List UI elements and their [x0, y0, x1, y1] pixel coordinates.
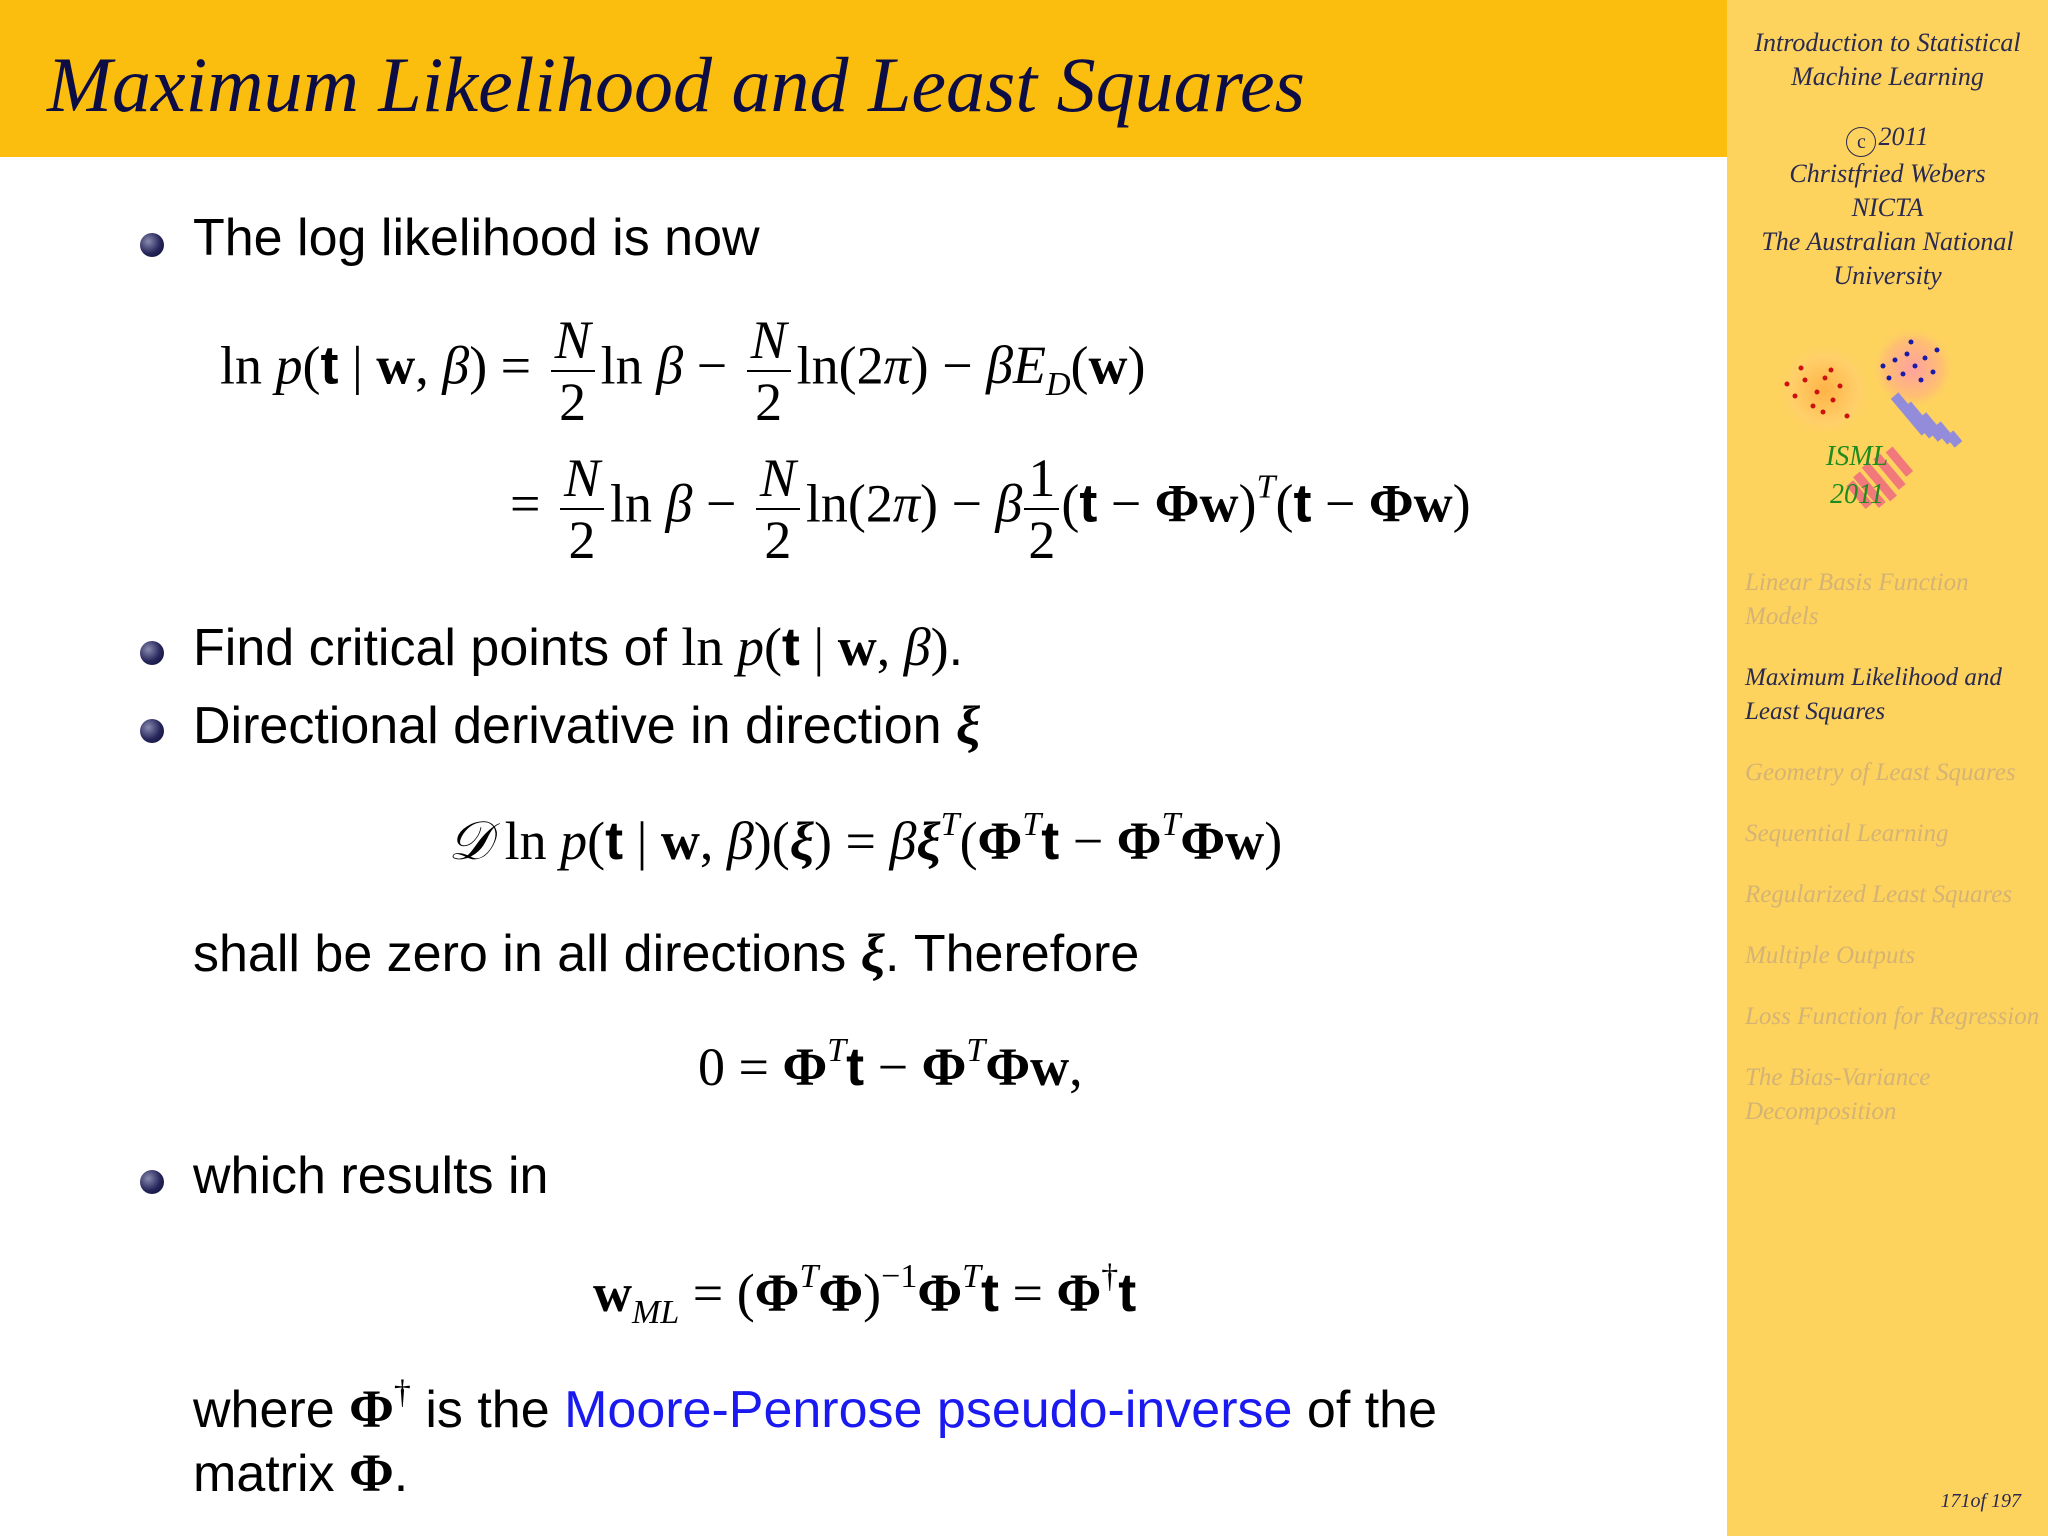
isml-label — [1797, 438, 1917, 514]
section-nav — [1745, 566, 2040, 1156]
nav-item-bias-variance[interactable]: The Bias-Variance Decomposition — [1745, 1064, 1931, 1125]
nav-item-geometry[interactable]: Geometry of Least Squares — [1745, 759, 2016, 786]
text-matrix-phi — [193, 1442, 408, 1504]
copyright-year: 2011 — [1878, 122, 1929, 151]
nav-item-sequential[interactable]: Sequential Learning — [1745, 820, 1949, 847]
bullet-icon — [140, 641, 164, 665]
bullet-icon — [140, 719, 164, 743]
text-matrix-period: . — [393, 1445, 409, 1503]
isml-label-year: 2011 — [1830, 479, 1884, 510]
text-where: where — [193, 1381, 335, 1439]
inline-math-phi-dagger: Φ† — [349, 1374, 411, 1439]
nav-item-linear-basis[interactable]: Linear Basis Function Models — [1745, 569, 1969, 630]
text-zero-all-directions — [193, 922, 1139, 984]
bullet-critical-points-period: . — [948, 619, 964, 677]
moore-penrose-link[interactable]: Moore-Penrose pseudo-inverse — [564, 1381, 1293, 1439]
nav-item-max-likelihood[interactable]: Maximum Likelihood and Least Squares — [1745, 664, 2002, 725]
nav-item-loss-function[interactable]: Loss Function for Regression — [1745, 1003, 2040, 1030]
nav-item-regularized[interactable]: Regularized Least Squares — [1745, 881, 2013, 908]
inline-math-xi-2: ξ — [860, 923, 885, 983]
bullet-log-likelihood: The log likelihood is now — [193, 209, 760, 267]
page-number: 171of 197 — [1940, 1490, 2021, 1512]
copyright-line — [1727, 120, 2048, 157]
bullet-critical-points — [193, 616, 963, 678]
author-block — [1727, 120, 2048, 293]
text-therefore: . Therefore — [884, 925, 1140, 983]
org-anu: The Australian National University — [1761, 227, 2014, 290]
author-name: Christfried Webers — [1789, 159, 1986, 188]
course-title: Introduction to Statistical Machine Learning — [1754, 28, 2021, 91]
equation-zero: $0 = \Phi^Tt - \Phi^T\Phi w$, — [698, 1032, 1083, 1097]
sidebar — [1727, 0, 2048, 1536]
inline-math-phi: Φ — [349, 1443, 394, 1503]
bullet-directional-derivative — [193, 694, 980, 756]
inline-math-xi: ξ — [956, 695, 981, 755]
inline-math-log-likelihood: ln p(t | w, β) — [681, 617, 949, 677]
bullet-icon — [140, 1170, 164, 1194]
text-zero-all-directions-text: shall be zero in all directions — [193, 925, 847, 983]
text-of-the: of the — [1306, 1381, 1438, 1439]
title-bar — [0, 0, 1727, 157]
bullet-results-in: which results in — [193, 1147, 549, 1205]
equation-w-ml: $w_{ML} = (\Phi^T\Phi)^{-1}\Phi^Tt = \Phi^\dagger t$ — [593, 1258, 1137, 1331]
text-matrix: matrix — [193, 1445, 335, 1503]
bullet-critical-points-text: Find critical points of — [193, 619, 667, 677]
equation-log-likelihood-1: ln p(t | w, β) = $\frac{N}{2}$ ln β − $\frac{N}{2}$ $\ln(2\pi) - \beta E_D(w)$ — [220, 310, 1146, 432]
equation-directional-derivative: 𝒟 ln p(t | w, $\beta)(\xi) = \beta\xi^T(\Phi^Tt - \Phi^T\Phi w)$ — [448, 806, 1283, 871]
text-where-pseudo-inverse — [193, 1374, 1437, 1440]
bullet-icon — [140, 233, 164, 257]
bullet-directional-derivative-text: Directional derivative in direction — [193, 697, 942, 755]
text-is-the: is the — [425, 1381, 550, 1439]
isml-label-text: ISML — [1825, 441, 1889, 472]
slide-title: Maximum Likelihood and Least Squares — [47, 41, 1306, 128]
equation-log-likelihood-2: = $\frac{N}{2}$ ln β − $\frac{N}{2}$ ln(2π) − β $\frac{1}{2}$ $(t - \Phi w)^T(t - \Phi w)$ — [510, 448, 1471, 570]
copyright-icon: c — [1846, 127, 1876, 157]
nav-item-multiple-outputs[interactable]: Multiple Outputs — [1745, 942, 1916, 969]
org-nicta: NICTA — [1851, 193, 1924, 222]
